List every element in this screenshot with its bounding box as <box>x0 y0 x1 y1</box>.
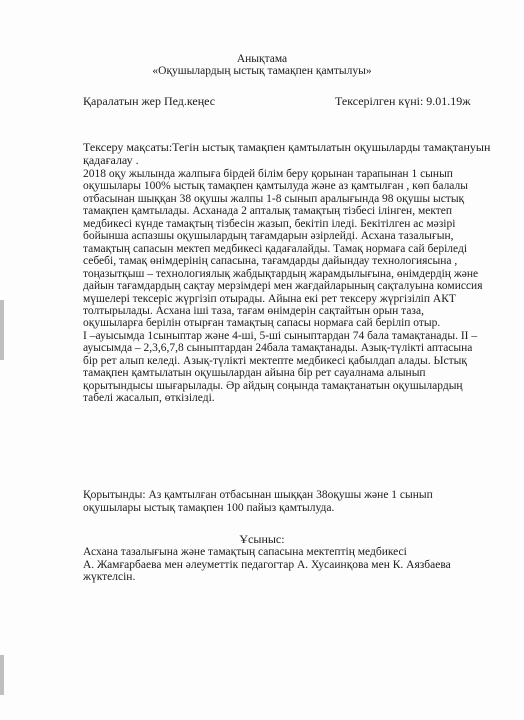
body-line: тамақтың сапасын мектеп медбикесі қадағалайды. Тамақ нормаға сай беріледі <box>83 242 468 255</box>
review-place: Қаралатын жер Пед.кеңес <box>83 94 216 108</box>
body-line: табелі жасалып, өткізіледі. <box>83 392 215 405</box>
body-line: оқушылары 100% ыстық тамақпен қамтылуда және аз қамтылған , көп балалы <box>83 180 468 193</box>
body-line: ауысымда – 2,3,6,7,8 сыныптардан 24бала тамақтанады. Азық-түлікті аптасына <box>83 342 473 355</box>
conclusion-line: Қорытынды: Аз қамтылған отбасынан шыққан 38оқушы және 1 сынып <box>83 489 433 501</box>
body-line: І –ауысымда 1сыныптар және 4-ші, 5-ші сыныптардан 74 бала тамақтанады. ІІ – <box>83 329 478 342</box>
body-line: себебі, тамақ өнімдерінің сапасына, тағамдарды дайындау технологиясына , <box>83 255 458 268</box>
scan-edge-mark <box>0 300 4 360</box>
body-line: бір рет алып келеді. Азық-түлікті мектепте медбикесі қабылдап алады. Ыстық <box>83 354 467 367</box>
body-line: 2018 оқу жылында жалпыға бірдей білім беру қорынан тарапынан 1 сынып <box>83 168 453 180</box>
body-line: дайын тағамдардың сақтау мерзімдері мен жағдайларының сақталуына комиссия <box>83 280 483 293</box>
document-subtitle: «Оқушылардың ыстық тамақпен қамтылуы» <box>152 65 372 77</box>
body-line: бойынша аспазшы оқушылардың тағамдарын әзірлейді. Асхана тазалығын, <box>83 230 454 243</box>
body-line: мүшелері тексеріс жүргізіп отырады. Айына екі рет тексеру жүргізіліп АКТ <box>83 292 456 305</box>
proposal-title: Ұсыныс: <box>239 532 285 546</box>
review-purpose: Тексеру мақсаты:Тегін ыстық тамақпен қамтылатын оқушыларды тамақтануын қадағалау . <box>83 140 491 167</box>
proposal-line: жүктелсін. <box>83 571 136 583</box>
report-body <box>83 168 515 405</box>
review-date: Тексерілген күні: 9.01.19ж <box>335 94 471 108</box>
body-line: толтырылады. Асхана іші таза, тағам өнімдерін сақтайтын орын таза, <box>83 304 424 317</box>
body-line: тоңазытқыш – технологиялық жабдықтардың жарамдылығына, өнімдердің және <box>83 267 479 280</box>
scan-edge-mark <box>0 655 4 695</box>
body-line: тамақпен қамтылады. Асханада 2 апталық тамақтың тізбесі ілінген, мектеп <box>83 205 453 218</box>
proposal-line: Асхана тазалығына және тамақтың сапасына мектептің медбикесі <box>83 546 407 558</box>
body-line: отбасынан шыққан 38 оқушы жалпы 1-8 сынып аралығында 98 оқушы ыстық <box>83 192 465 205</box>
body-line: медбикесі күнде тамақтың тізбесін жазып, бекітіп іледі. Бекітілген ас мәзірі <box>83 217 456 230</box>
body-line: оқушыларға берілін отырған тамақтың сапасы нормаға сай беріліп отыр. <box>83 317 441 330</box>
body-line: тамақпен қамтылатын оқушылардан айына бір рет сауалнама алынып <box>83 367 426 380</box>
document-title: Анықтама <box>236 53 288 65</box>
conclusion <box>83 489 515 515</box>
body-line: қорытындысы шығарылады. Әр айдың соңында тамақтанатын оқушылардың <box>83 379 463 392</box>
proposal-line: А. Жамғарбаева мен әлеуметтік педагогтар А. Хусаинқова мен К. Аязбаева <box>83 558 451 571</box>
conclusion-line: оқушылары ыстық тамақпен 100 пайыз қамтылуда. <box>83 502 335 514</box>
proposal-text <box>83 546 515 584</box>
